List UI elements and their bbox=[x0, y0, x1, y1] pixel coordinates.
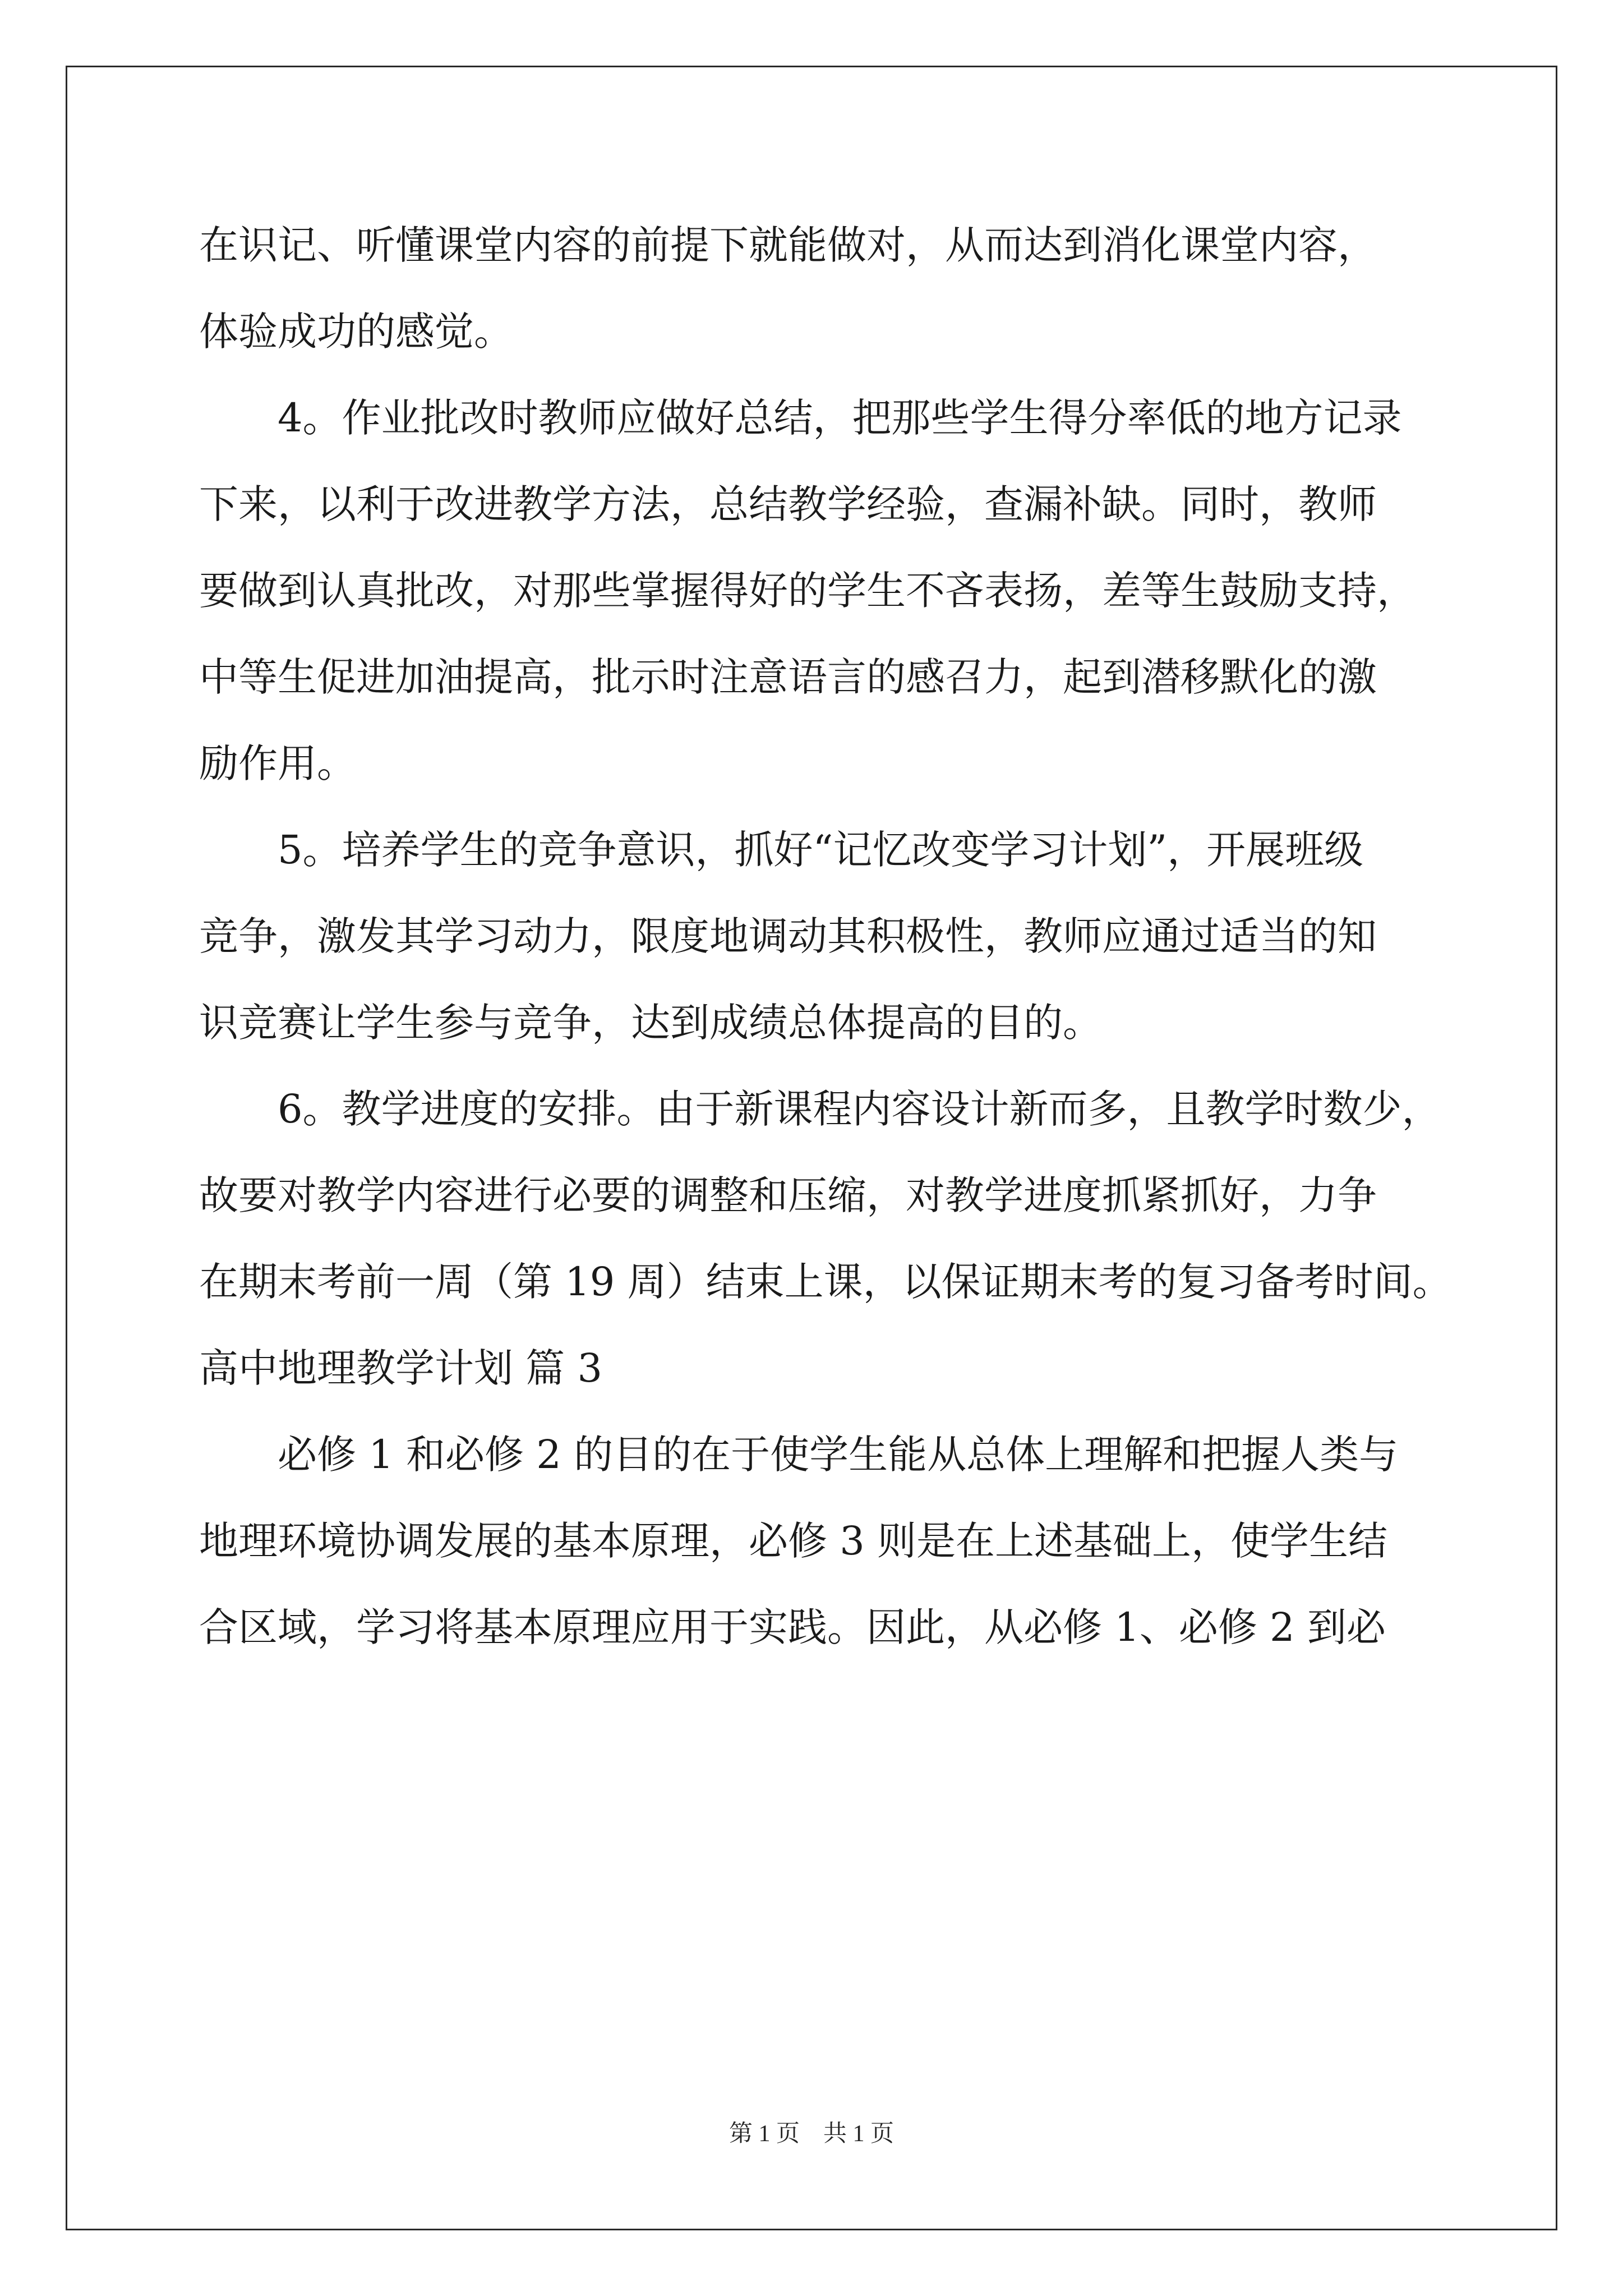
text-line: 竞争，激发其学习动力，限度地调动其积极性，教师应通过适当的知 bbox=[199, 913, 1377, 959]
text-line: 励作用。 bbox=[199, 740, 356, 786]
text-line: 在期末考前一周（第 19 周）结束上课，以保证期末考的复习备考时间。 bbox=[199, 1259, 1452, 1305]
paragraph-section-3-intro bbox=[199, 1411, 1467, 1671]
text-line: 必修 1 和必修 2 的目的在于使学生能从总体上理解和把握人类与 bbox=[278, 1432, 1399, 1478]
text-line: 4。作业批改时教师应做好总结，把那些学生得分率低的地方记录 bbox=[278, 395, 1402, 441]
paragraph-item-5 bbox=[199, 807, 1467, 1066]
text-line: 故要对教学内容进行必要的调整和压缩，对教学进度抓紧抓好，力争 bbox=[199, 1172, 1377, 1218]
page-number-footer: 第 1 页 共 1 页 bbox=[728, 2121, 894, 2147]
text-line: 要做到认真批改，对那些掌握得好的学生不吝表扬，差等生鼓励支持， bbox=[199, 568, 1416, 614]
text-line: 5。培养学生的竞争意识，抓好“记忆改变学习计划”，开展班级 bbox=[278, 827, 1364, 873]
text-line: 识竞赛让学生参与竞争，达到成绩总体提高的目的。 bbox=[199, 1000, 1102, 1046]
text-line: 地理环境协调发展的基本原理，必修 3 则是在上述基础上，使学生结 bbox=[199, 1518, 1388, 1564]
text-line: 下来，以利于改进教学方法，总结教学经验，查漏补缺。同时，教师 bbox=[199, 481, 1377, 527]
text-line: 体验成功的感觉。 bbox=[199, 309, 513, 355]
text-line: 中等生促进加油提高，批示时注意语言的感召力，起到潜移默化的激 bbox=[199, 654, 1377, 700]
text-line: 6。教学进度的安排。由于新课程内容设计新而多，且教学时数少， bbox=[278, 1086, 1441, 1132]
text-line: 合区域，学习将基本原理应用于实践。因此，从必修 1、必修 2 到必 bbox=[199, 1604, 1386, 1650]
paragraph-item-4 bbox=[199, 375, 1467, 807]
heading-text: 高中地理教学计划 篇 3 bbox=[199, 1345, 603, 1391]
document-body bbox=[199, 202, 1467, 1671]
paragraph-item-6 bbox=[199, 1066, 1467, 1325]
text-line: 在识记、听懂课堂内容的前提下就能做对，从而达到消化课堂内容， bbox=[199, 222, 1377, 268]
section-heading bbox=[199, 1325, 1467, 1411]
paragraph-continued bbox=[199, 202, 1467, 375]
